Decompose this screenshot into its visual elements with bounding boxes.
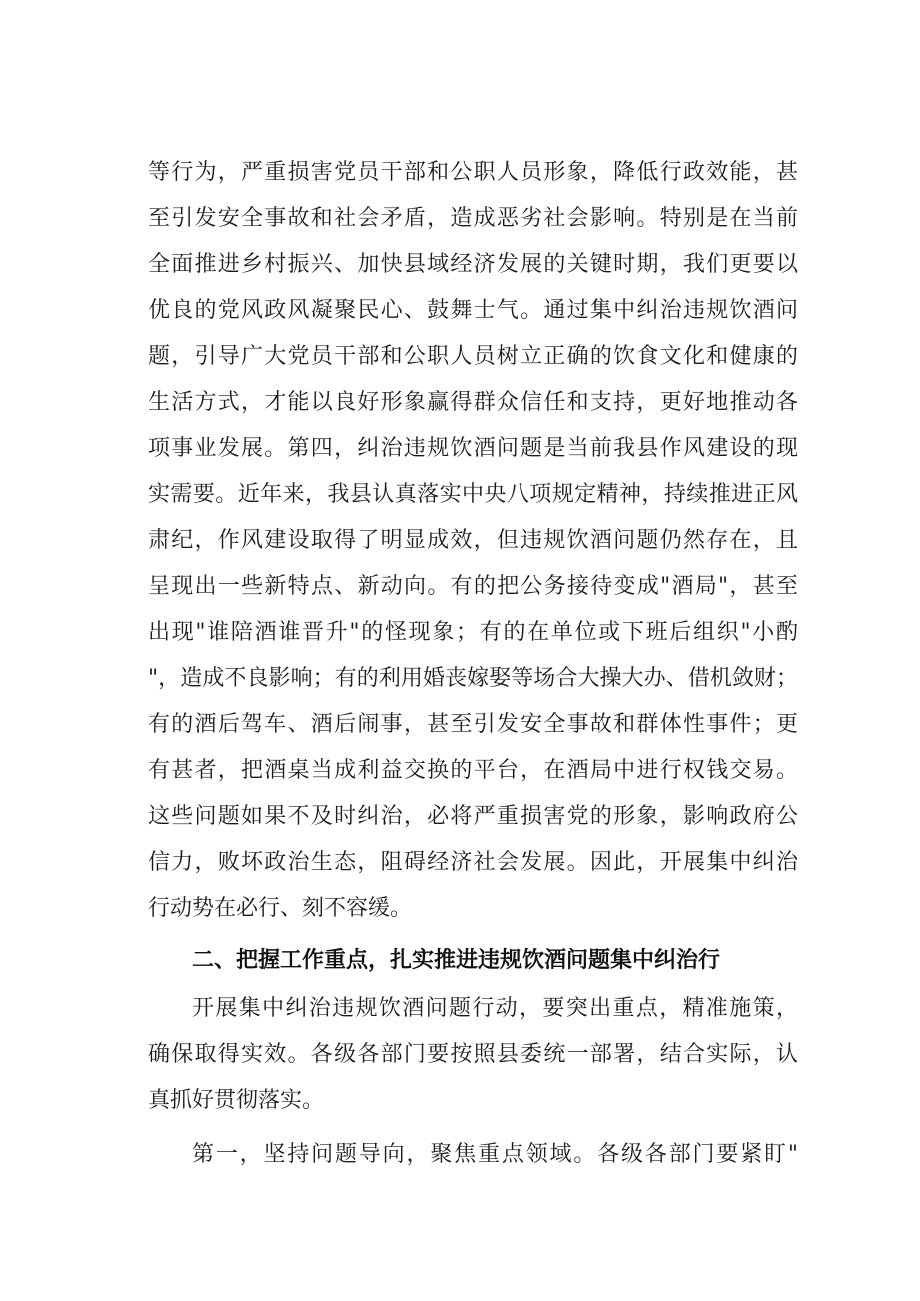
text-line: 全面推进乡村振兴、加快县域经济发展的关键时期，我们更要以 bbox=[148, 252, 798, 277]
paragraph-3 bbox=[148, 1132, 798, 1178]
text-line: 呈现出一些新特点、新动向。有的把公务接待变成"酒局"，甚至 bbox=[148, 574, 798, 599]
text-line: 等行为，严重损害党员干部和公职人员形象，降低行政效能，甚 bbox=[148, 160, 798, 185]
paragraph-2 bbox=[148, 986, 798, 1124]
text-line: 有甚者，把酒桌当成利益交换的平台，在酒局中进行权钱交易。 bbox=[148, 758, 798, 783]
text-line: 真抓好贯彻落实。 bbox=[148, 1088, 325, 1113]
text-line: 题，引导广大党员干部和公职人员树立正确的饮食文化和健康的 bbox=[148, 344, 798, 369]
text-line: 优良的党风政风凝聚民心、鼓舞士气。通过集中纠治违规饮酒问 bbox=[148, 298, 798, 323]
text-line: 至引发安全事故和社会矛盾，造成恶劣社会影响。特别是在当前 bbox=[148, 206, 798, 231]
text-line: 出现"谁陪酒谁晋升"的怪现象；有的在单位或下班后组织"小酌 bbox=[148, 620, 798, 645]
document-body bbox=[148, 150, 798, 1178]
text-line: 确保取得实效。各级各部门要按照县委统一部署，结合实际，认 bbox=[148, 1042, 798, 1067]
text-line: 这些问题如果不及时纠治，必将严重损害党的形象，影响政府公 bbox=[148, 804, 798, 829]
text-line: 信力，败坏政治生态，阻碍经济社会发展。因此，开展集中纠治 bbox=[148, 850, 798, 875]
text-line: "，造成不良影响；有的利用婚丧嫁娶等场合大操大办、借机敛财； bbox=[148, 666, 798, 691]
text-line: 实需要。近年来，我县认真落实中央八项规定精神，持续推进正风 bbox=[148, 482, 798, 507]
text-line: 行动势在必行、刻不容缓。 bbox=[148, 896, 413, 921]
text-line: 有的酒后驾车、酒后闹事，甚至引发安全事故和群体性事件；更 bbox=[148, 712, 798, 737]
text-line: 项事业发展。第四，纠治违规饮酒问题是当前我县作风建设的现 bbox=[148, 436, 798, 461]
text-line: 生活方式，才能以良好形象赢得群众信任和支持，更好地推动各 bbox=[148, 390, 798, 415]
paragraph-1 bbox=[148, 150, 798, 932]
section-heading: 二、把握工作重点，扎实推进违规饮酒问题集中纠治行 bbox=[192, 948, 721, 973]
text-line: 肃纪，作风建设取得了明显成效，但违规饮酒问题仍然存在，且 bbox=[148, 528, 798, 553]
text-line: 第一，坚持问题导向，聚焦重点领域。各级各部门要紧盯" bbox=[192, 1142, 798, 1167]
text-line: 开展集中纠治违规饮酒问题行动，要突出重点，精准施策， bbox=[192, 996, 798, 1021]
